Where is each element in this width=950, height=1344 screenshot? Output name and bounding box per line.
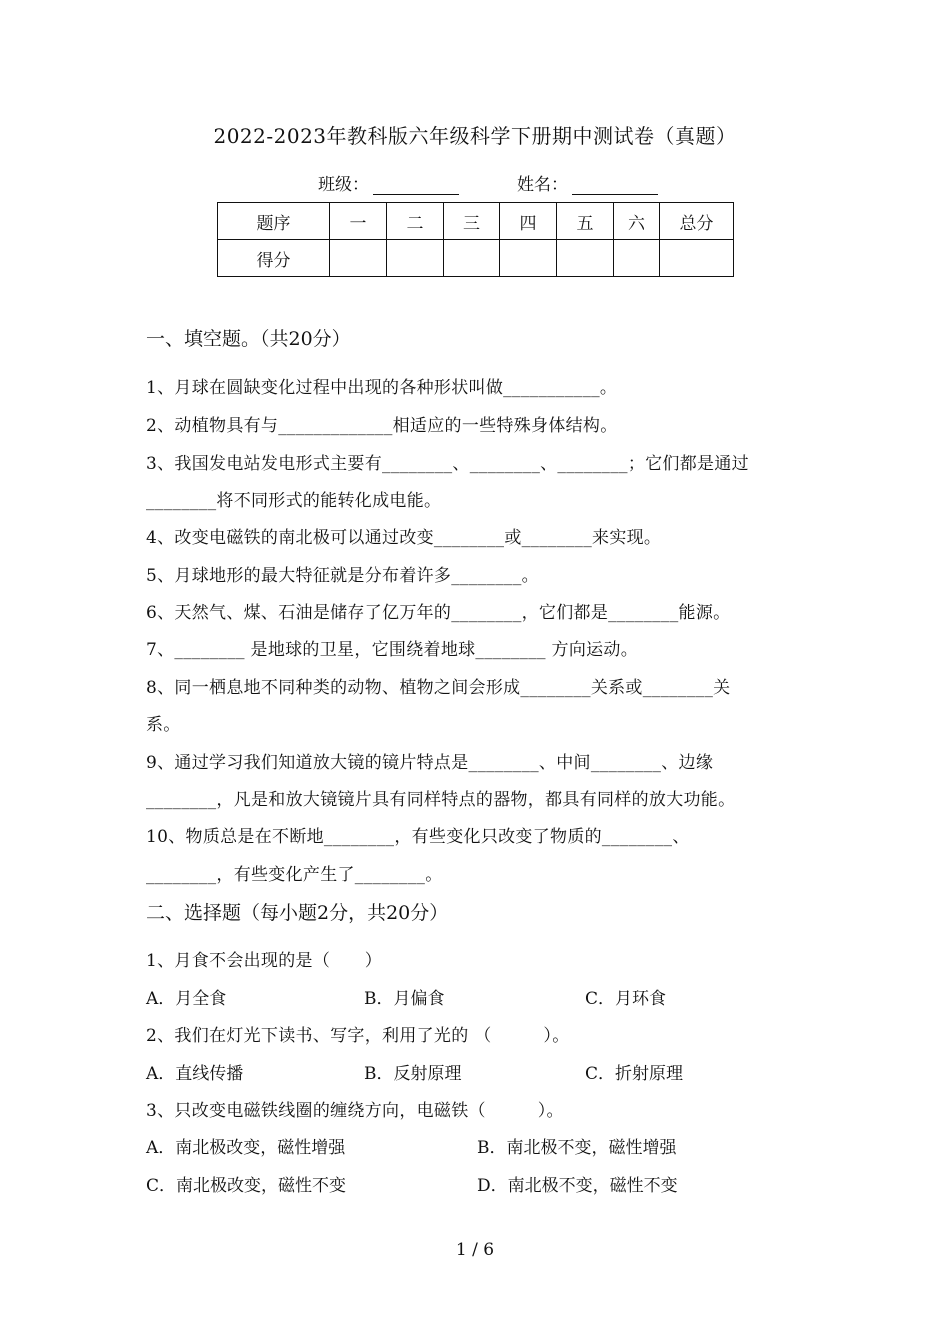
choice-question-3: 3、只改变电磁铁线圈的缠绕方向，电磁铁（ ）。 <box>146 1101 564 1121</box>
fill-line: 4、改变电磁铁的南北极可以通过改变________或________来实现。 <box>146 528 662 548</box>
score-cell[interactable] <box>444 240 500 277</box>
exam-title: 2022-2023年教科版六年级科学下册期中测试卷（真题） <box>213 124 737 148</box>
fill-line: 9、通过学习我们知道放大镜的镜片特点是________、中间________、边缘 <box>146 753 714 773</box>
choice-option[interactable]: D．南北极不变，磁性不变 <box>477 1176 678 1196</box>
score-header-cell: 六 <box>614 203 660 240</box>
section-2-heading: 二、选择题（每小题2分，共20分） <box>146 902 449 924</box>
score-header-cell: 一 <box>330 203 387 240</box>
choice-option[interactable]: B．南北极不变，磁性增强 <box>477 1138 677 1158</box>
fill-line: 系。 <box>146 715 181 735</box>
name-blank <box>572 174 658 195</box>
fill-line: ________，有些变化产生了________。 <box>146 865 443 885</box>
name-label: 姓名： <box>517 175 568 195</box>
fill-line: 10、物质总是在不断地________，有些变化只改变了物质的________、 <box>146 827 690 847</box>
score-row-label: 得分 <box>218 240 330 277</box>
score-cell[interactable] <box>387 240 444 277</box>
choice-option[interactable]: A．南北极改变，磁性增强 <box>146 1138 346 1158</box>
page-number: 1 / 6 <box>455 1240 495 1260</box>
score-header-cell: 二 <box>387 203 444 240</box>
score-table <box>217 202 734 277</box>
class-blank <box>373 174 459 195</box>
fill-line: 1、月球在圆缺变化过程中出现的各种形状叫做___________。 <box>146 378 618 398</box>
score-header-cell: 总分 <box>660 203 734 240</box>
score-cell[interactable] <box>330 240 387 277</box>
choice-question-2: 2、我们在灯光下读书、写字，利用了光的 （ ）。 <box>146 1026 570 1046</box>
score-header-cell: 三 <box>444 203 500 240</box>
score-cell[interactable] <box>660 240 734 277</box>
fill-line: ________将不同形式的能转化成电能。 <box>146 491 442 511</box>
choice-option[interactable]: B．反射原理 <box>364 1064 462 1084</box>
fill-line: 2、动植物具有与_____________相适应的一些特殊身体结构。 <box>146 416 618 436</box>
score-header-cell: 四 <box>500 203 557 240</box>
fill-line: ________，凡是和放大镜镜片具有同样特点的器物，都具有同样的放大功能。 <box>146 790 736 810</box>
choice-option[interactable]: C．南北极改变，磁性不变 <box>146 1176 347 1196</box>
class-label: 班级： <box>318 175 369 195</box>
fill-line: 8、同一栖息地不同种类的动物、植物之间会形成________关系或________关 <box>146 678 731 698</box>
choice-option[interactable]: C．折射原理 <box>585 1064 684 1084</box>
student-info <box>318 170 658 195</box>
choice-question-1: 1、月食不会出现的是（ ） <box>146 951 383 971</box>
score-table-header-row <box>218 203 734 240</box>
fill-line: 3、我国发电站发电形式主要有________、________、________；它们都是通过 <box>146 454 749 474</box>
score-header-cell: 五 <box>557 203 614 240</box>
choice-option[interactable]: A．月全食 <box>146 989 227 1009</box>
fill-line: 6、天然气、煤、石油是储存了亿万年的________，它们都是________能源。 <box>146 603 731 623</box>
score-cell[interactable] <box>614 240 660 277</box>
fill-line: 5、月球地形的最大特征就是分布着许多________。 <box>146 566 539 586</box>
score-header-cell: 题序 <box>218 203 330 240</box>
score-table-row <box>218 240 734 277</box>
choice-option[interactable]: C．月环食 <box>585 989 667 1009</box>
score-cell[interactable] <box>500 240 557 277</box>
choice-option[interactable]: B．月偏食 <box>364 989 445 1009</box>
choice-option[interactable]: A．直线传播 <box>146 1064 244 1084</box>
fill-line: 7、________ 是地球的卫星，它围绕着地球________ 方向运动。 <box>146 640 639 660</box>
score-cell[interactable] <box>557 240 614 277</box>
section-1-heading: 一、填空题。（共20分） <box>146 328 351 350</box>
